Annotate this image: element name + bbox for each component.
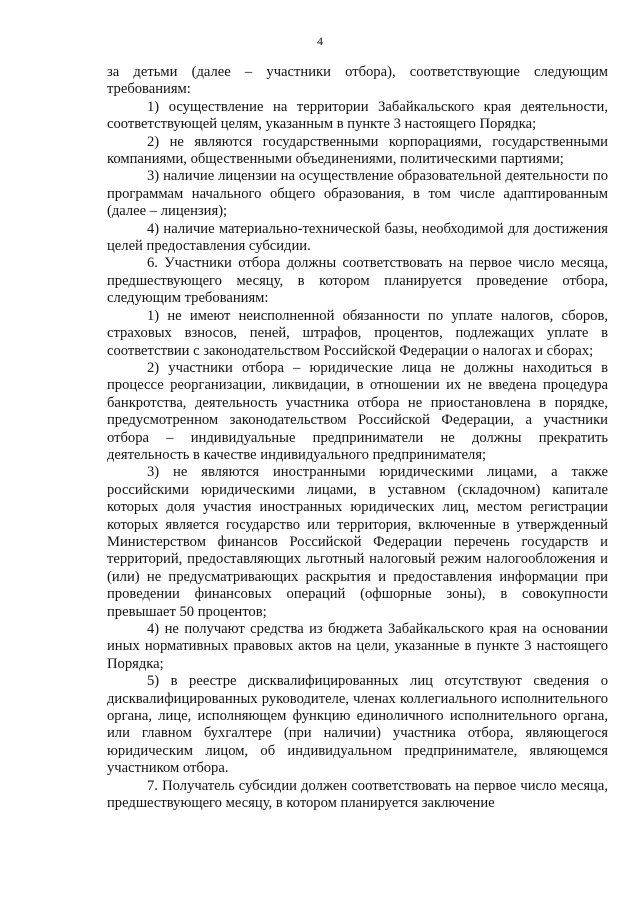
- paragraph: 1) осуществление на территории Забайкальского края деятельности, соответствующей целям, указанным в пункте 3 настоящего Порядка;: [107, 98, 608, 133]
- paragraph: 1) не имеют неисполненной обязанности по уплате налогов, сборов, страховых взносов, пеней, штрафов, процентов, подлежащих уплате в соответствии с законодательством Российской Федерации о налогах и сборах;: [107, 307, 608, 359]
- paragraph: 2) участники отбора – юридические лица не должны находиться в процессе реорганизации, ликвидации, в отношении их не введена процедура банкротства, деятельность участника отбора не приостановлена в порядке, предусмотренном законодательством Российской Федерации, а участники отбора – индивидуальные предприниматели не должны прекратить деятельность в качестве индивидуального предпринимателя;: [107, 359, 608, 463]
- paragraph: 4) не получают средства из бюджета Забайкальского края на основании иных нормативных правовых актов на цели, указанные в пункте 3 настоящего Порядка;: [107, 621, 608, 672]
- page-number: 4: [317, 34, 323, 48]
- paragraph: за детьми (далее – участники отбора), соответствующие следующим требованиям:: [107, 64, 608, 98]
- paragraph: 3) наличие лицензии на осуществление образовательной деятельности по программам начального общего образования, в том числе адаптированным (далее – лицензия);: [107, 168, 608, 220]
- document-body: [107, 64, 608, 812]
- paragraph: 6. Участники отбора должны соответствовать на первое число месяца, предшествующего месяцу, в котором планируется проведение отбора, следующим требованиям:: [107, 255, 608, 307]
- paragraph: 5) в реестре дисквалифицированных лиц отсутствуют сведения о дисквалифицированных руководителе, членах коллегиального исполнительного органа, лице, исполняющем функцию единоличного исполнительного органа, или главном бухгалтере (при наличии) участника отбора, являющегося юридическим лицом, об индивидуальном предпринимателе, являющемся участником отбора.: [107, 673, 608, 777]
- paragraph: 7. Получатель субсидии должен соответствовать на первое число месяца, предшествующего месяцу, в котором планируется заключение: [107, 777, 608, 812]
- paragraph: 4) наличие материально-технической базы, необходимой для достижения целей предоставления субсидии.: [107, 220, 608, 255]
- paragraph: 3) не являются иностранными юридическими лицами, а также российскими юридическими лицами, в уставном (складочном) капитале которых доля участия иностранных юридических лиц, местом регистрации которых является государство или территория, включенные в утвержденный Министерством финансов Российской Федерации перечень государств и территорий, предоставляющих льготный налоговый режим налогообложения и (или) не предусматривающих раскрытия и предоставления информации при проведении финансовых операций (офшорные зоны), в совокупности превышает 50 процентов;: [107, 464, 608, 620]
- paragraph: 2) не являются государственными корпорациями, государственными компаниями, общественными объединениями, политическими партиями;: [107, 133, 608, 168]
